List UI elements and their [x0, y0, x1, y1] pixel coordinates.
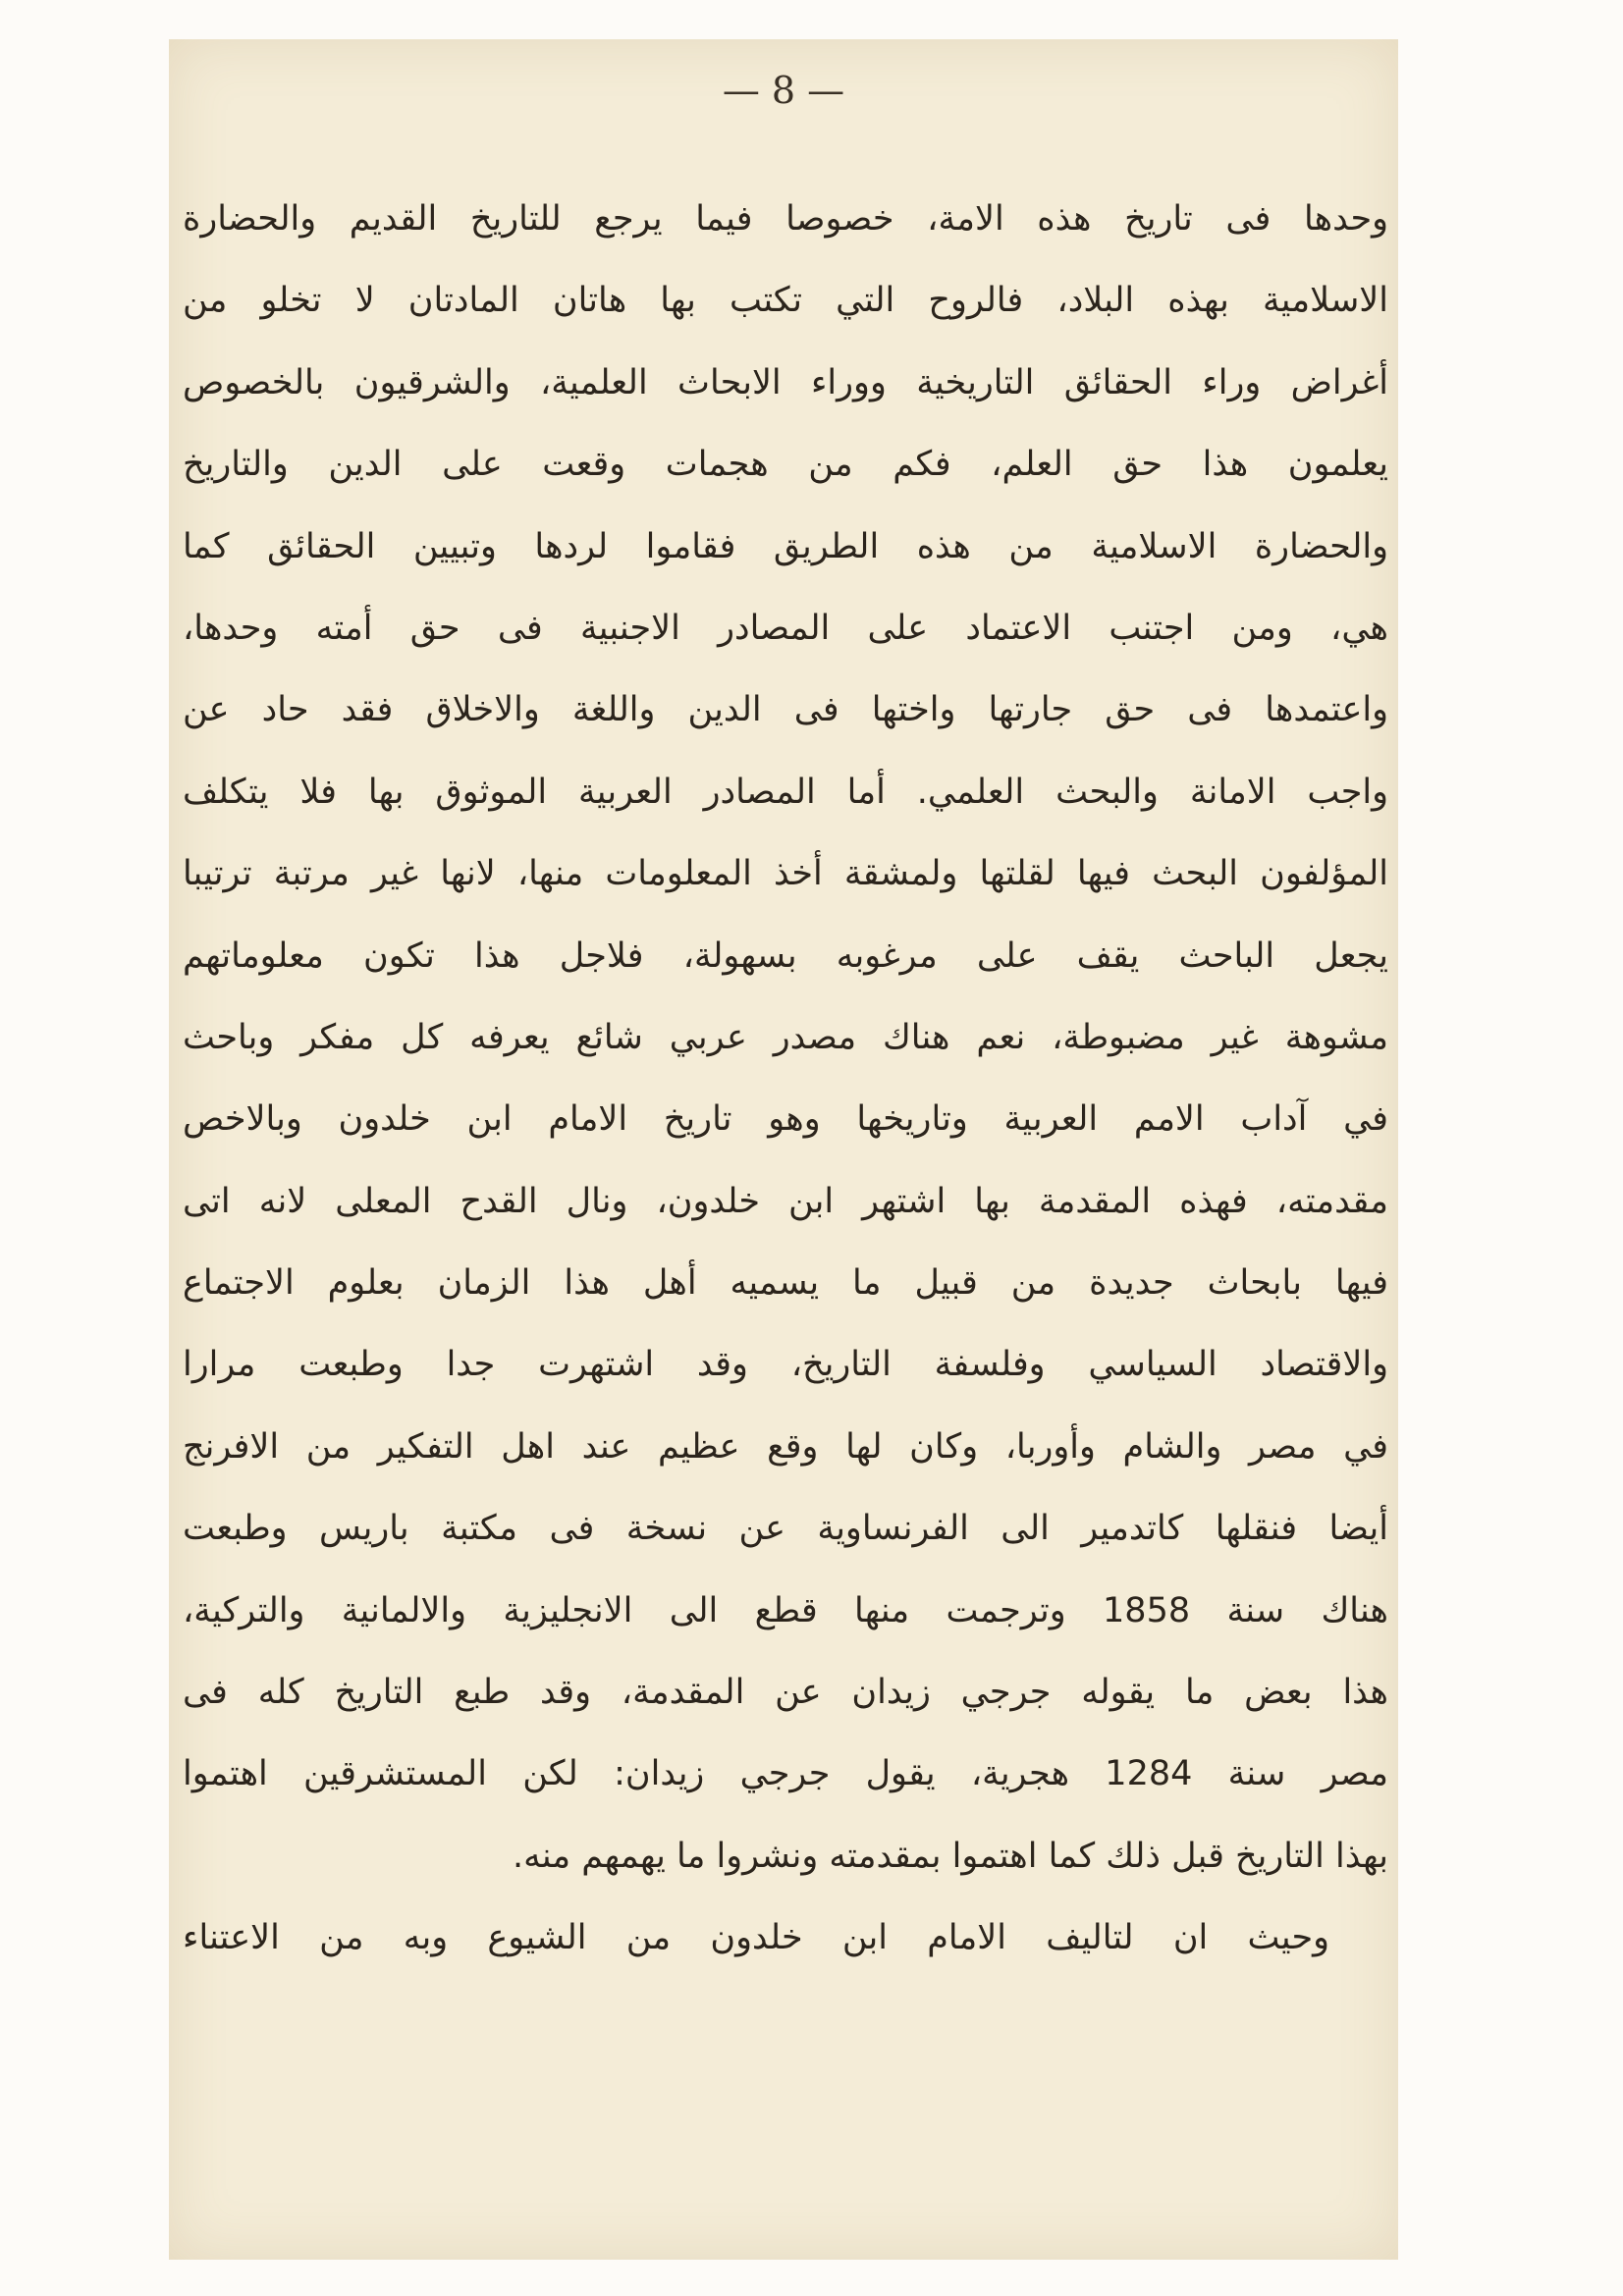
text-line: المؤلفون البحث فيها لقلتها ولمشقة أخذ المعلومات منها، لانها غير مرتبة ترتيبا: [183, 854, 1388, 894]
body-text: [183, 179, 1388, 1980]
text-line: هذا بعض ما يقوله جرجي زيدان عن المقدمة، وقد طبع التاريخ كله فى: [183, 1673, 1388, 1713]
page-number: — 8 —: [722, 69, 845, 112]
text-line: أيضا فنقلها كاتدمير الى الفرنساوية عن نسخة فى مكتبة باريس وطبعت: [183, 1509, 1388, 1549]
text-line: والحضارة الاسلامية من هذه الطريق فقاموا لردها وتبيين الحقائق كما: [183, 526, 1388, 566]
text-line: يجعل الباحث يقف على مرغوبه بسهولة، فلاجل هذا تكون معلوماتهم: [183, 935, 1388, 976]
text-line: بهذا التاريخ قبل ذلك كما اهتموا بمقدمته ونشروا ما يهمهم منه.: [512, 1836, 1388, 1876]
text-line: في مصر والشام وأوربا، وكان لها وقع عظيم عند اهل التفكير من الافرنج: [183, 1426, 1388, 1467]
text-line: هناك سنة 1858 وترجمت منها قطع الى الانجليزية والالمانية والتركية،: [183, 1590, 1388, 1630]
text-line: مشوهة غير مضبوطة، نعم هناك مصدر عربي شائع يعرفه كل مفكر وباحث: [183, 1017, 1388, 1057]
text-line: مصر سنة 1284 هجرية، يقول جرجي زيدان: لكن المستشرقين اهتموا: [183, 1754, 1388, 1794]
book-page: [169, 39, 1398, 2260]
text-line: والاقتصاد السياسي وفلسفة التاريخ، وقد اشتهرت جدا وطبعت مرارا: [183, 1345, 1388, 1385]
text-line: الاسلامية بهذه البلاد، فالروح التي تكتب بها هاتان المادتان لا تخلو من: [183, 281, 1388, 321]
text-line: يعلمون هذا حق العلم، فكم من هجمات وقعت على الدين والتاريخ: [183, 445, 1388, 485]
text-line: فيها بابحاث جديدة من قبيل ما يسميه أهل هذا الزمان بعلوم الاجتماع: [183, 1263, 1388, 1304]
text-line: وحدها فى تاريخ هذه الامة، خصوصا فيما يرجع للتاريخ القديم والحضارة: [183, 199, 1388, 239]
text-line: في آداب الامم العربية وتاريخها وهو تاريخ الامام ابن خلدون وبالاخص: [183, 1099, 1388, 1140]
text-line: واعتمدها فى حق جارتها واختها فى الدين واللغة والاخلاق فقد حاد عن: [183, 690, 1388, 730]
text-line: أغراض وراء الحقائق التاريخية ووراء الابحاث العلمية، والشرقيون بالخصوص: [183, 362, 1388, 402]
text-line: مقدمته، فهذه المقدمة بها اشتهر ابن خلدون، ونال القدح المعلى لانه اتى: [183, 1181, 1388, 1221]
text-line: هي، ومن اجتنب الاعتماد على المصادر الاجنبية فى حق أمته وحدها،: [183, 608, 1388, 648]
text-line: واجب الامانة والبحث العلمي. أما المصادر العربية الموثوق بها فلا يتكلف: [183, 772, 1388, 812]
text-line: وحيث ان لتاليف الامام ابن خلدون من الشيوع وبه من الاعتناء: [183, 1918, 1329, 1958]
